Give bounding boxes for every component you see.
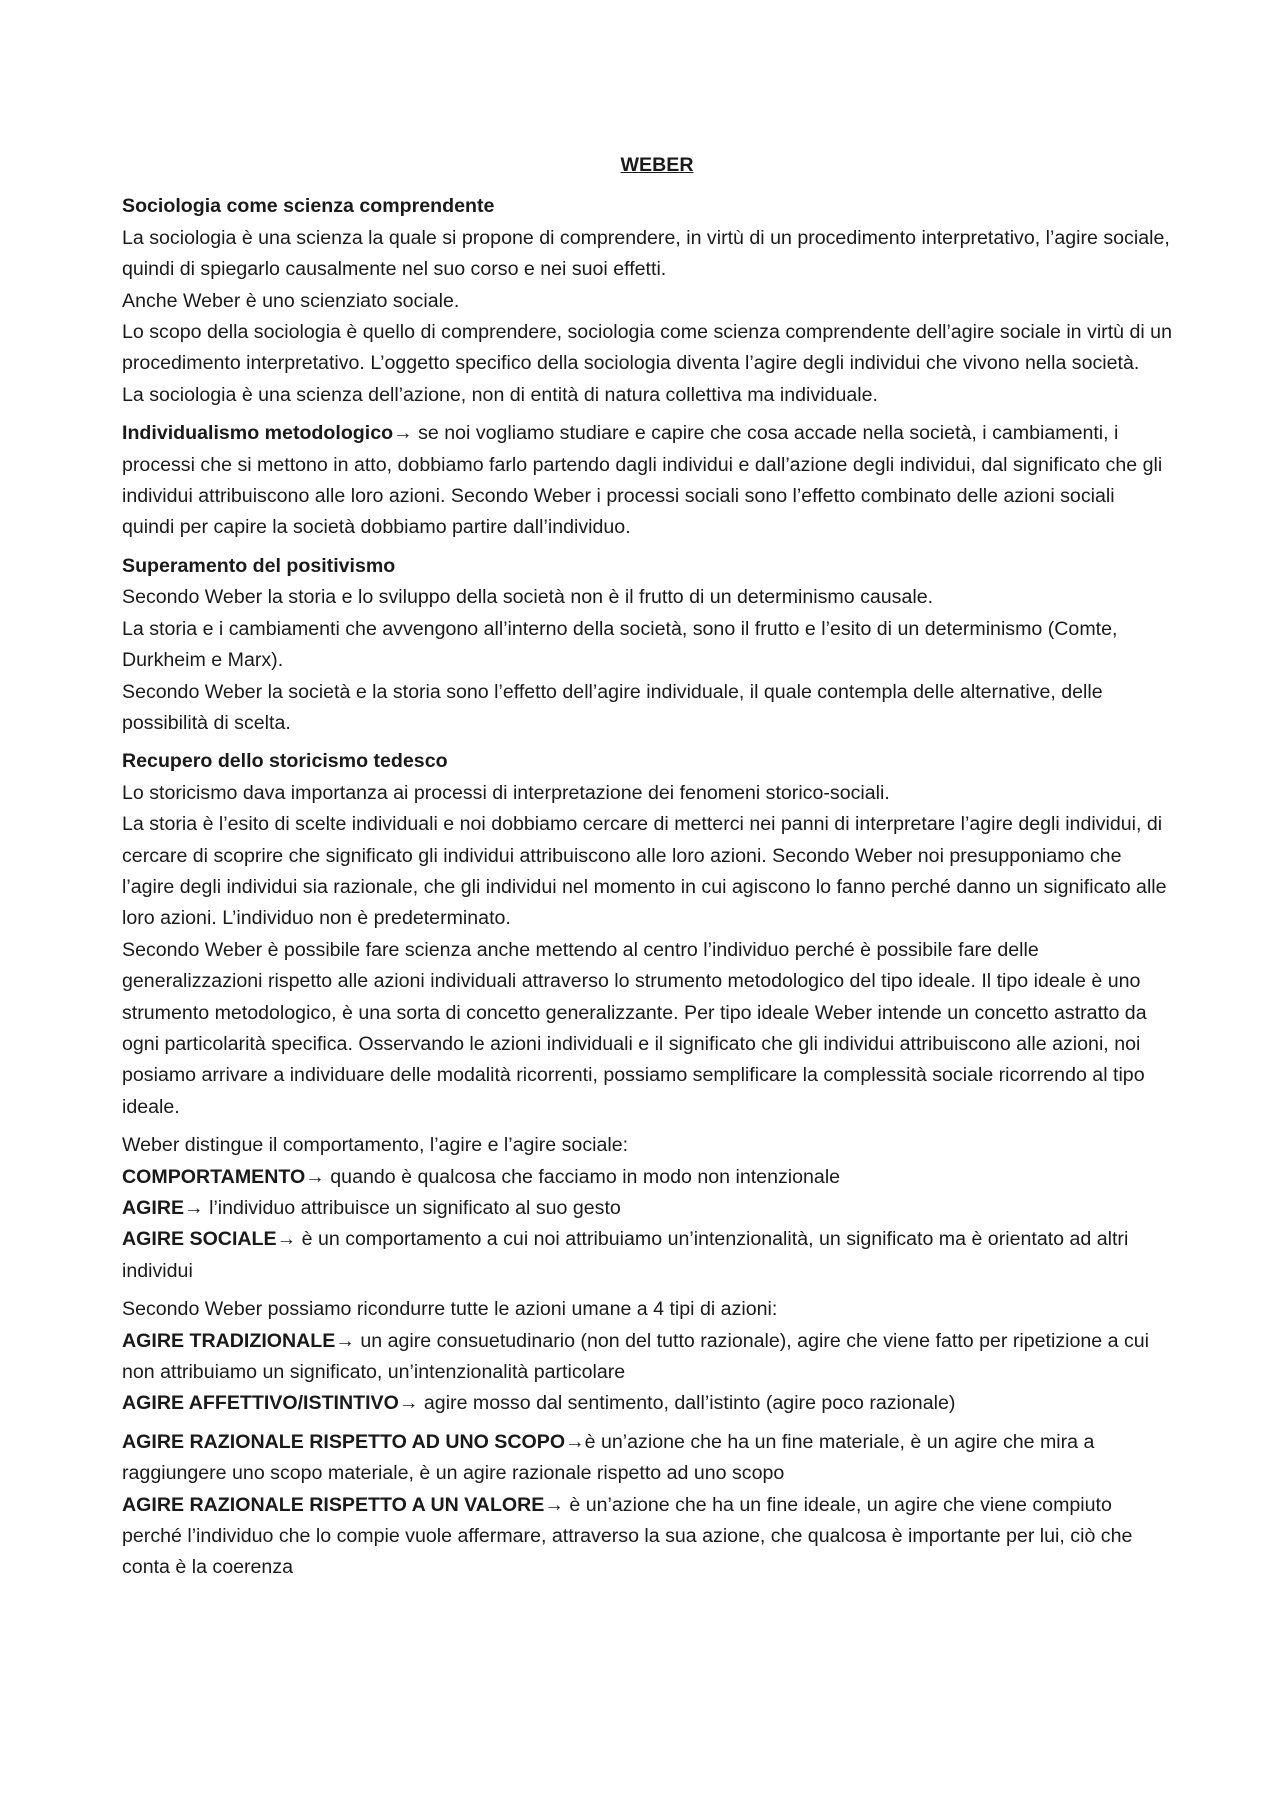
term-label: AGIRE TRADIZIONALE: [122, 1329, 336, 1352]
paragraph: Secondo Weber la storia e lo sviluppo della società non è il frutto di un determinismo causale.: [122, 586, 934, 609]
term-definition: l’individuo attribuisce un significato al suo gesto: [203, 1197, 621, 1219]
document-page: [122, 150, 1172, 1591]
paragraph: La sociologia è una scienza la quale si propone di comprendere, in virtù di un procedimento interpretativo, l’agire sociale, quindi di spiegarlo causalmente nel suo corso e nei suoi effetti.: [122, 226, 1170, 281]
term-label: AGIRE AFFETTIVO/ISTINTIVO: [122, 1392, 399, 1415]
section-superamento-positivismo: [122, 551, 1172, 739]
paragraph: Secondo Weber è possibile fare scienza anche mettendo al centro l’individuo perché è possibile fare delle generalizzazioni rispetto alle azioni individuali attraverso lo strumento metodologico del tipo ideale. Il tipo ideale è uno strumento metodologico, è una sorta di concetto generalizzante. Per tipo ideale Weber intende un concetto astratto da ogni particolarità specifica. Osservando le azioni individuali e il significato che gli individui attribuiscono alle azioni, noi posiamo arrivare a individuare delle modalità ricorrenti, possiamo semplificare la complessità sociale ricorrendo al tipo ideale.: [122, 938, 1147, 1118]
section-heading: Recupero dello storicismo tedesco: [122, 750, 448, 773]
arrow-icon: →: [305, 1165, 325, 1188]
definition-item: [122, 1427, 1172, 1490]
definition-item: [122, 1326, 1172, 1389]
term-definition: è un comportamento a cui noi attribuiamo un’intenzionalità, un significato ma è orientato ad altri individui: [122, 1228, 1129, 1282]
arrow-icon: →: [276, 1228, 297, 1251]
term-definition: se noi vogliamo studiare e capire che cosa accade nella società, i cambiamenti, i processi che si mettono in atto, dobbiamo farlo partendo dagli individui e dall’azione degli individui, dal significato che gli individui attribuiscono alle loro azioni. Secondo Weber i processi sociali sono l’effetto combinato delle azioni sociali quindi per capire la società dobbiamo partire dall’individuo.: [122, 422, 1163, 539]
paragraph: Weber distingue il comportamento, l’agire e l’agire sociale:: [122, 1134, 629, 1157]
term-definition: un agire consuetudinario (non del tutto razionale), agire che viene fatto per ripetizione a cui non attribuiamo un significato, un’intenzionalità particolare: [122, 1329, 1149, 1384]
section-heading: Sociologia come scienza comprendente: [122, 195, 495, 218]
definition-item: [122, 1388, 1172, 1419]
section-agire-razionale: [122, 1427, 1172, 1584]
section-sociologia-comprendente: [122, 191, 1172, 411]
paragraph: Anche Weber è uno scienziato sociale.: [122, 289, 460, 312]
definition-item: [122, 1224, 1172, 1287]
section-individualismo-metodologico: [122, 418, 1172, 544]
paragraph: Lo scopo della sociologia è quello di comprendere, sociologia come scienza comprendente dell’agire sociale in virtù di un procedimento interpretativo. L’oggetto specifico della sociologia diventa l’agire degli individui che vivono nella società.: [122, 321, 1172, 375]
term-definition: quando è qualcosa che facciamo in modo non intenzionale: [324, 1165, 841, 1188]
paragraph: Secondo Weber possiamo ricondurre tutte le azioni umane a 4 tipi di azioni:: [122, 1298, 778, 1321]
arrow-icon: →: [335, 1329, 355, 1352]
arrow-icon: →: [565, 1430, 585, 1453]
paragraph: La storia e i cambiamenti che avvengono all’interno della società, sono il frutto e l’esito di un determinismo (Comte, Durkheim e Marx).: [122, 617, 1118, 672]
paragraph: Secondo Weber la società e la storia sono l’effetto dell’agire individuale, il quale contempla delle alternative, delle possibilità di scelta.: [122, 680, 1103, 734]
definition-item: [122, 1193, 1172, 1224]
arrow-icon: →: [184, 1197, 204, 1219]
term-label: AGIRE RAZIONALE RISPETTO A UN VALORE: [122, 1493, 545, 1516]
term-definition: è un’azione che ha un fine materiale, è un agire che mira a raggiungere uno scopo materiale, è un agire razionale rispetto ad uno scopo: [122, 1430, 1095, 1485]
section-tipi-azioni: [122, 1294, 1172, 1420]
section-comportamento-agire: [122, 1130, 1172, 1287]
paragraph: Lo storicismo dava importanza ai processi di interpretazione dei fenomeni storico-sociali.: [122, 781, 890, 804]
definition-item: [122, 1490, 1172, 1584]
paragraph: [122, 418, 1172, 544]
term-label: AGIRE SOCIALE: [122, 1228, 277, 1251]
term-label: AGIRE RAZIONALE RISPETTO AD UNO SCOPO: [122, 1430, 566, 1453]
arrow-icon: →: [398, 1392, 419, 1415]
paragraph: La storia è l’esito di scelte individuali e noi dobbiamo cercare di metterci nei panni di interpretare l’agire degli individui, di cercare di scoprire che significato gli individui attribuiscono alle loro azioni. Secondo Weber noi presupponiamo che l’agire degli individui sia razionale, che gli individui nel momento in cui agiscono lo fanno perché danno un significato alle loro azioni. L’individuo non è predeterminato.: [122, 813, 1167, 930]
section-storicismo-tedesco: [122, 746, 1172, 1123]
definition-item: [122, 1162, 1172, 1193]
term-label: AGIRE: [122, 1197, 185, 1219]
document-title: WEBER: [620, 154, 694, 176]
section-heading: Superamento del positivismo: [122, 554, 396, 577]
arrow-icon: →: [393, 422, 413, 445]
term-label: Individualismo metodologico: [122, 422, 394, 445]
term-definition: è un’azione che ha un fine ideale, un agire che viene compiuto perché l’individuo che lo compie vuole affermare, attraverso la sua azione, che qualcosa è importante per lui, ciò che conta è la coerenza: [122, 1493, 1133, 1579]
term-definition: agire mosso dal sentimento, dall’istinto (agire poco razionale): [418, 1392, 956, 1415]
paragraph: La sociologia è una scienza dell’azione, non di entità di natura collettiva ma individuale.: [122, 383, 878, 406]
term-label: COMPORTAMENTO: [122, 1165, 306, 1188]
arrow-icon: →: [544, 1493, 564, 1516]
